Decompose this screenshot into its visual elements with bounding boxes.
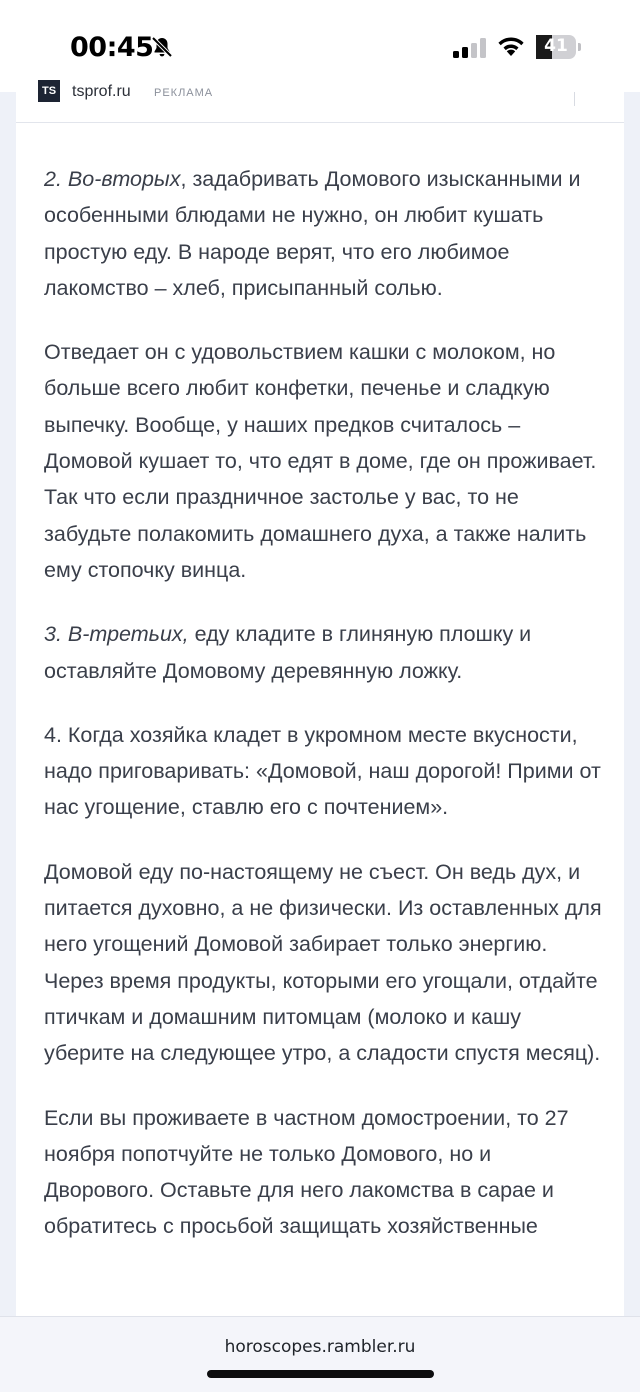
bell-slash-icon	[150, 35, 174, 59]
battery-cap	[578, 43, 581, 51]
home-indicator[interactable]	[207, 1370, 434, 1378]
paragraph-text: еду кладите в глиняную плошку и оставляйте Домовому деревянную ложку.	[44, 622, 532, 683]
article-body	[44, 161, 604, 1273]
paragraph-lead: 2. Во-вторых	[44, 167, 181, 191]
address-url[interactable]: horoscopes.rambler.ru	[224, 1337, 416, 1357]
paragraph-lead: 3. В-третьих,	[44, 622, 189, 647]
wifi-icon	[497, 35, 525, 57]
article-paragraph	[44, 616, 604, 689]
article-paragraph: 4. Когда хозяйка кладет в укромном месте вкусности, надо приговаривать: «Домовой, наш дорогой! Прими от нас угощение, ставлю его с почтением».	[44, 722, 601, 820]
paragraph-text: , задабривать Домового изысканными и особенными блюдами не нужно, он любит кушать простую еду. В народе верят, что его любимое лакомство – хлеб, присыпанный солью.	[44, 167, 581, 300]
status-bar	[0, 0, 640, 92]
cellular-signal-icon	[453, 38, 487, 58]
ad-label: РЕКЛАМА	[154, 87, 214, 99]
status-time: 00:45	[70, 32, 154, 63]
browser-address-bar[interactable]	[0, 1316, 640, 1392]
ad-domain[interactable]: tsprof.ru	[72, 83, 131, 100]
battery-percent: 41	[544, 36, 568, 56]
article-paragraph: Если вы проживаете в частном домостроении, то 27 ноября попотчуйте не только Домового, но и Дворового. Оставьте для него лакомства в сарае и обратитесь с просьбой защищать хозяйственные	[44, 1105, 569, 1239]
battery-icon	[536, 35, 576, 59]
ad-banner[interactable]	[16, 83, 624, 123]
article-paragraph: Отведает он с удовольствием кашки с молоком, но больше всего любит конфетки, печенье и сладкую выпечку. Вообще, у наших предков считалось – Домовой кушает то, что едят в доме, где он проживает. Так что если праздничное застолье у вас, то не забудьте полакомить домашнего духа, а также налить ему стопочку винца.	[44, 340, 597, 582]
article-card	[16, 123, 624, 1323]
article-paragraph	[44, 161, 604, 306]
ad-logo: TS	[38, 80, 60, 102]
ad-divider	[574, 92, 575, 106]
article-paragraph: Домовой еду по-настоящему не съест. Он ведь дух, и питается духовно, а не физически. Из оставленных для него угощений Домовой забирает только энергию. Через время продукты, которыми его угощали, отдайте птичкам и домашним питомцам (молоко и кашу уберите на следующее утро, а сладости спустя месяц).	[44, 859, 602, 1066]
